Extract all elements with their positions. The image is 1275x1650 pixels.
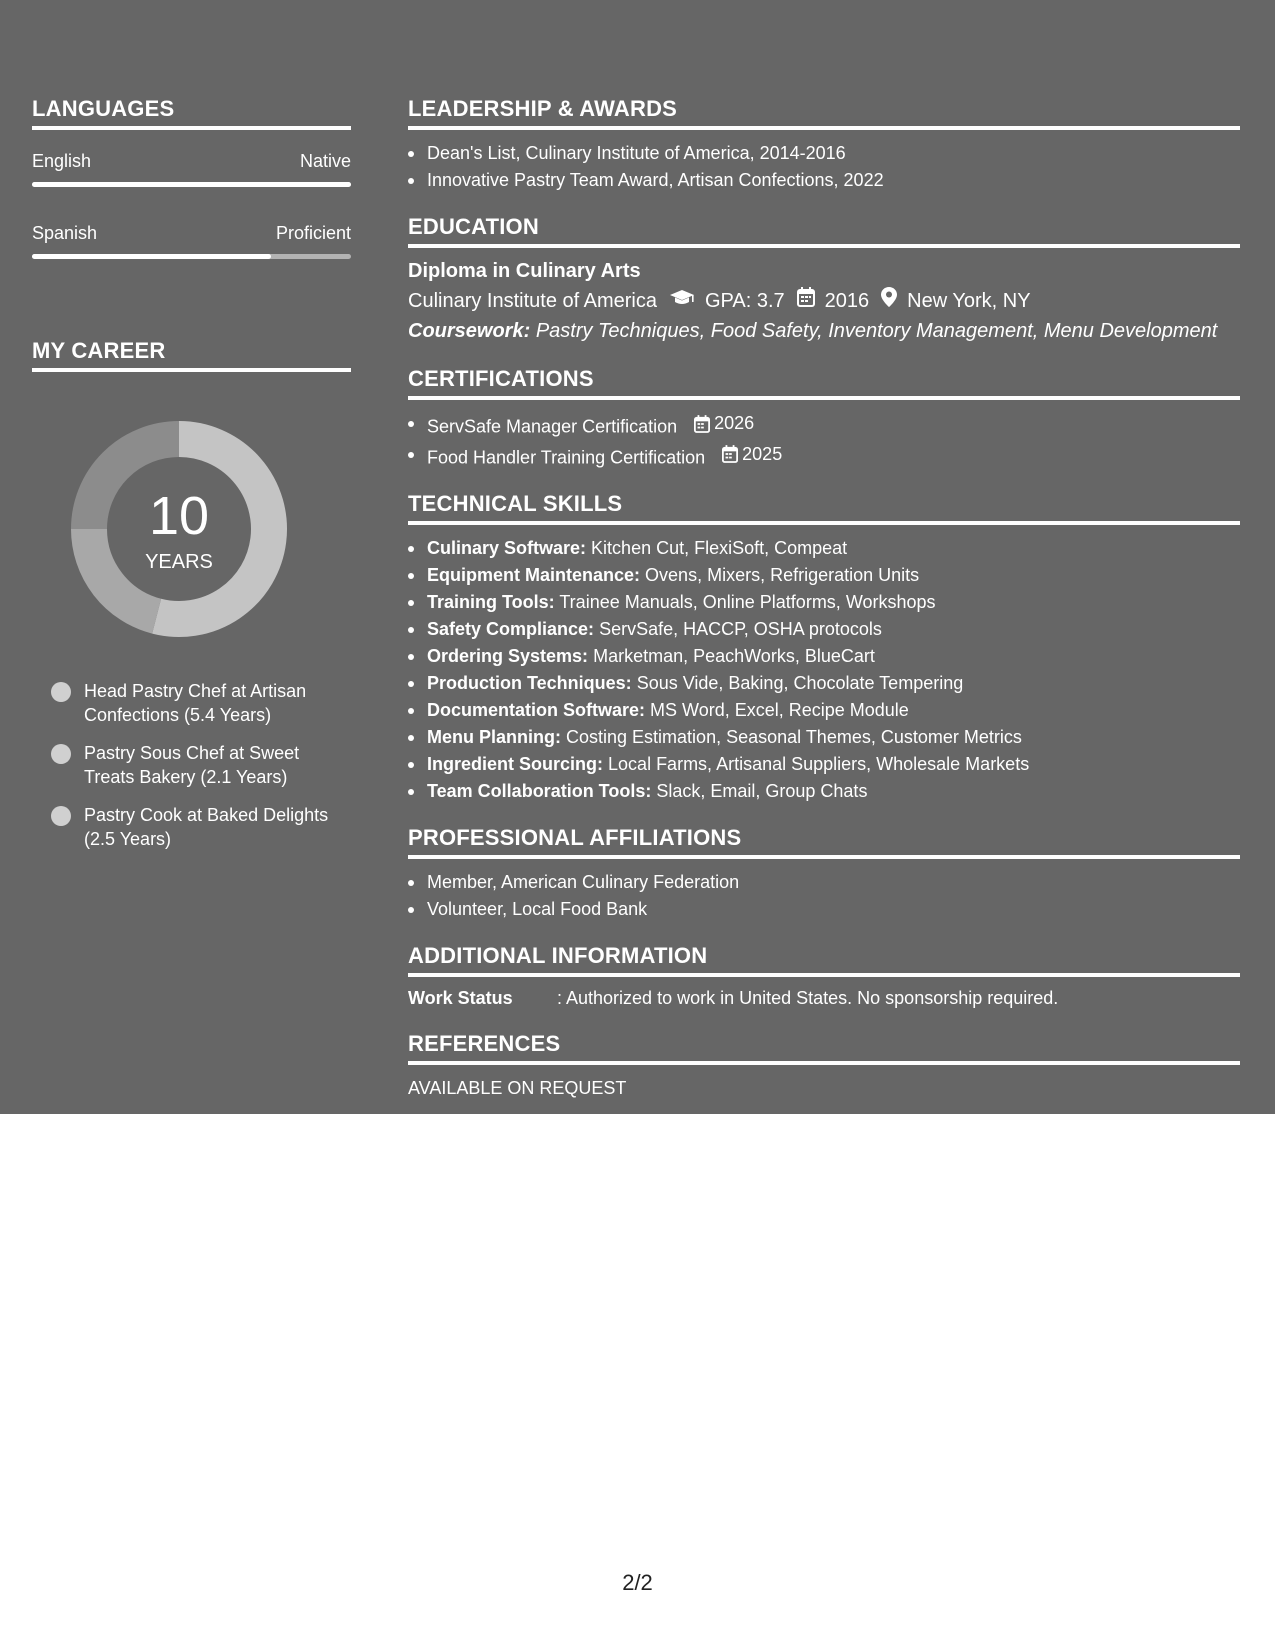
career-legend-item xyxy=(51,741,341,789)
sidebar xyxy=(32,94,351,851)
affiliations-section xyxy=(408,823,1240,923)
skill-category: Training Tools: xyxy=(427,592,555,612)
career-legend-item xyxy=(51,803,341,851)
skill-category: Ingredient Sourcing: xyxy=(427,754,604,774)
career-legend-item xyxy=(51,679,341,727)
legend-dot-icon xyxy=(51,806,71,826)
career-legend xyxy=(51,679,351,851)
career-legend-label: Head Pastry Chef at Artisan Confections (5.4 Years) xyxy=(84,681,307,725)
certification-year: 2025 xyxy=(742,443,783,464)
list-item: Innovative Pastry Team Award, Artisan Confections, 2022 xyxy=(408,167,1240,194)
page-number: 2/2 xyxy=(622,1570,653,1595)
skill-item xyxy=(408,643,1240,670)
work-status-row xyxy=(408,985,1240,1011)
location-pin-icon xyxy=(881,286,897,316)
career-donut-chart xyxy=(66,416,292,642)
skill-item xyxy=(408,724,1240,751)
skill-item xyxy=(408,562,1240,589)
skill-category: Culinary Software: xyxy=(427,538,587,558)
technical-skills-section xyxy=(408,489,1240,805)
skills-list xyxy=(408,535,1240,805)
calendar-icon xyxy=(694,415,710,433)
career-total-unit: YEARS xyxy=(145,551,213,573)
skill-category: Documentation Software: xyxy=(427,700,646,720)
additional-info-section xyxy=(408,941,1240,1011)
education-coursework xyxy=(408,316,1240,346)
section-title-leadership: LEADERSHIP & AWARDS xyxy=(408,96,678,121)
certification-item xyxy=(408,410,1240,441)
section-divider xyxy=(32,368,351,372)
skill-item xyxy=(408,535,1240,562)
skill-item xyxy=(408,778,1240,805)
skill-category: Menu Planning: xyxy=(427,727,561,747)
skill-item xyxy=(408,589,1240,616)
skill-category: Team Collaboration Tools: xyxy=(427,781,652,801)
skill-category: Safety Compliance: xyxy=(427,619,595,639)
language-proficiency-bar xyxy=(32,182,351,187)
language-spanish xyxy=(32,222,351,259)
career-legend-label: Pastry Cook at Baked Delights (2.5 Years) xyxy=(84,805,329,849)
main-content xyxy=(408,94,1240,1101)
education-section xyxy=(408,212,1240,346)
section-divider xyxy=(408,521,1240,525)
education-details xyxy=(408,286,1240,316)
skill-category: Ordering Systems: xyxy=(427,646,589,666)
career-total-years: 10 xyxy=(148,486,210,546)
section-divider xyxy=(408,973,1240,977)
leadership-section xyxy=(408,94,1240,194)
certification-item xyxy=(408,441,1240,472)
list-item: Volunteer, Local Food Bank xyxy=(408,896,1240,923)
language-proficiency-bar xyxy=(32,254,351,259)
skill-values: Slack, Email, Group Chats xyxy=(656,781,868,801)
language-proficiency-fill xyxy=(32,182,351,187)
certification-name: ServSafe Manager Certification xyxy=(427,416,678,437)
coursework-text: Pastry Techniques, Food Safety, Inventory Management, Menu Development xyxy=(535,320,1218,342)
language-proficiency-fill xyxy=(32,254,271,259)
references-text: AVAILABLE ON REQUEST xyxy=(408,1078,627,1098)
section-title-education: EDUCATION xyxy=(408,214,539,239)
section-title-references: REFERENCES xyxy=(408,1031,561,1056)
skill-values: Kitchen Cut, FlexiSoft, Compeat xyxy=(591,538,848,558)
languages-section xyxy=(32,94,351,259)
section-divider xyxy=(408,1061,1240,1065)
affiliations-list xyxy=(408,869,1240,923)
section-title-languages: LANGUAGES xyxy=(32,96,175,121)
skill-item xyxy=(408,697,1240,724)
skill-values: Marketman, PeachWorks, BlueCart xyxy=(593,646,875,666)
leadership-list xyxy=(408,140,1240,194)
section-title-additional: ADDITIONAL INFORMATION xyxy=(408,943,708,968)
legend-dot-icon xyxy=(51,744,71,764)
section-title-affiliations: PROFESSIONAL AFFILIATIONS xyxy=(408,825,742,850)
certifications-section xyxy=(408,364,1240,471)
certification-name: Food Handler Training Certification xyxy=(427,447,706,467)
work-status-label: Work Status xyxy=(408,988,513,1008)
skill-category: Equipment Maintenance: xyxy=(427,565,641,585)
certification-year: 2026 xyxy=(714,413,755,433)
skill-values: Trainee Manuals, Online Platforms, Workshops xyxy=(559,592,936,612)
work-status-value: : Authorized to work in United States. No sponsorship required. xyxy=(557,988,1059,1008)
section-divider xyxy=(408,396,1240,400)
skill-values: Costing Estimation, Seasonal Themes, Customer Metrics xyxy=(566,727,1022,747)
calendar-icon xyxy=(797,286,815,316)
language-level: Proficient xyxy=(275,223,351,243)
skill-values: Local Farms, Artisanal Suppliers, Wholesale Markets xyxy=(608,754,1030,774)
section-divider xyxy=(408,855,1240,859)
coursework-label: Coursework: xyxy=(408,320,531,342)
education-location: New York, NY xyxy=(907,290,1031,312)
list-item: Dean's List, Culinary Institute of America, 2014-2016 xyxy=(408,140,1240,167)
calendar-icon xyxy=(722,445,738,463)
education-school: Culinary Institute of America xyxy=(408,290,657,312)
references-section xyxy=(408,1029,1240,1101)
education-gpa: GPA: 3.7 xyxy=(705,290,785,312)
section-title-skills: TECHNICAL SKILLS xyxy=(408,491,623,516)
skill-category: Production Techniques: xyxy=(427,673,632,693)
section-divider xyxy=(408,244,1240,248)
education-degree: Diploma in Culinary Arts xyxy=(408,260,641,282)
career-legend-label: Pastry Sous Chef at Sweet Treats Bakery (2.1 Years) xyxy=(84,743,300,787)
skill-item xyxy=(408,670,1240,697)
language-level: Native xyxy=(299,151,351,171)
skill-values: ServSafe, HACCP, OSHA protocols xyxy=(599,619,882,639)
skill-item xyxy=(408,751,1240,778)
skill-values: Sous Vide, Baking, Chocolate Tempering xyxy=(636,673,964,693)
section-divider xyxy=(408,126,1240,130)
section-title-certifications: CERTIFICATIONS xyxy=(408,366,594,391)
skill-values: Ovens, Mixers, Refrigeration Units xyxy=(645,565,920,585)
language-name: English xyxy=(32,151,92,171)
skill-values: MS Word, Excel, Recipe Module xyxy=(650,700,909,720)
education-year: 2016 xyxy=(824,290,870,312)
legend-dot-icon xyxy=(51,682,71,702)
skill-item xyxy=(408,616,1240,643)
graduation-cap-icon xyxy=(669,286,695,316)
certifications-list xyxy=(408,410,1240,471)
section-title-career: MY CAREER xyxy=(32,338,166,363)
career-section xyxy=(32,336,351,851)
section-divider xyxy=(32,126,351,130)
list-item: Member, American Culinary Federation xyxy=(408,869,1240,896)
language-name: Spanish xyxy=(32,223,98,243)
language-english xyxy=(32,150,351,187)
